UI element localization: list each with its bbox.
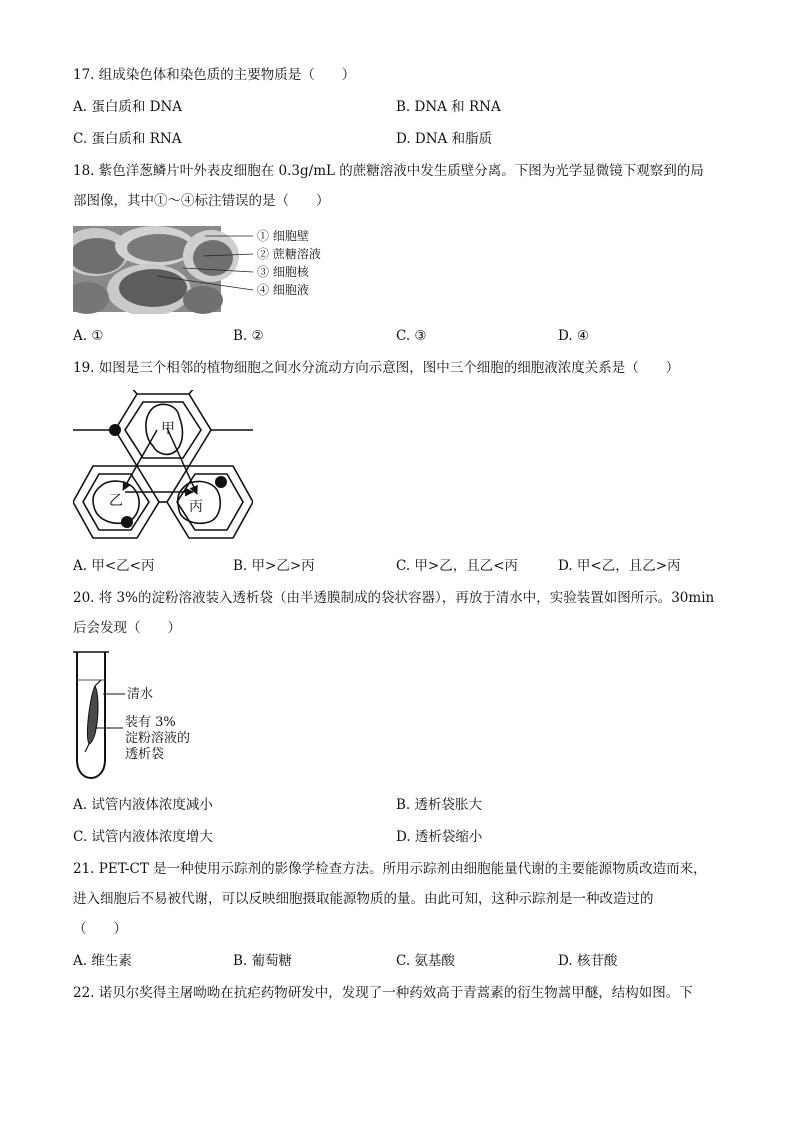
q21-stem-line2: 进入细胞后不易被代谢，可以反映细胞摄取能源物质的量。由此可知，这种示踪剂是一种改造过的	[73, 891, 654, 907]
q17-option-c: C. 蛋白质和 RNA	[73, 131, 182, 147]
q18-stem-line2: 部图像，其中①～④标注错误的是（ ）	[73, 193, 330, 209]
cells-svg	[73, 390, 253, 540]
cell-protoplast	[183, 286, 223, 314]
q18-option-b: B. ②	[233, 328, 264, 344]
cell-label-jia: 甲	[161, 421, 175, 437]
grid-line	[125, 390, 137, 394]
q19-option-b: B. 甲>乙>丙	[233, 558, 315, 574]
q20-label-bag-3: 透析袋	[125, 747, 165, 762]
q19-option-d: D. 甲<乙，且乙>丙	[558, 558, 681, 574]
q21-stem-line1: 21. PET-CT 是一种使用示踪剂的影像学检查方法。所用示踪剂由细胞能量代谢的主要能源物质改造而来，	[73, 861, 707, 877]
hex-cell-bing-outer	[167, 466, 253, 538]
q18-micrograph-figure	[73, 226, 333, 314]
grid-line	[189, 390, 201, 394]
q21-option-d: D. 核苷酸	[558, 953, 618, 969]
q17-option-a: A. 蛋白质和 DNA	[73, 99, 183, 115]
nucleus-jia	[109, 424, 121, 436]
q19-option-a: A. 甲<乙<丙	[73, 558, 155, 574]
q17-option-d: D. DNA 和脂质	[396, 131, 493, 147]
q21-option-b: B. 葡萄糖	[233, 953, 293, 969]
q20-label-water: 清水	[127, 687, 154, 702]
cell-label-yi: 乙	[109, 493, 123, 509]
q18-label-1: ① 细胞壁	[257, 229, 309, 243]
q21-option-a: A. 维生素	[73, 953, 132, 969]
q18-label-3: ③ 细胞核	[257, 265, 309, 279]
bag-tie-bottom	[85, 744, 89, 752]
q17-stem: 17. 组成染色体和染色质的主要物质是（ ）	[73, 67, 356, 83]
q20-option-d: D. 透析袋缩小	[396, 829, 483, 845]
nucleus-bing	[215, 476, 227, 488]
dialysis-bag	[88, 686, 99, 744]
q19-option-c: C. 甲>乙，且乙<丙	[396, 558, 519, 574]
q21-stem-line3: （ ）	[73, 921, 127, 937]
q18-stem-line1: 18. 紫色洋葱鳞片叶外表皮细胞在 0.3g/mL 的蔗糖溶液中发生质壁分离。下图为光学显微镜下观察到的局	[73, 163, 704, 179]
q22-stem-line1: 22. 诺贝尔奖得主屠呦呦在抗疟药物研发中，发现了一种药效高于青蒿素的衍生物蒿甲醚，结构如图。下	[73, 985, 693, 1001]
q19-cell-diagram	[73, 390, 253, 540]
q21-option-c: C. 氨基酸	[396, 953, 455, 969]
q18-option-d: D. ④	[558, 328, 590, 344]
q20-option-b: B. 透析袋胀大	[396, 797, 483, 813]
q20-option-a: A. 试管内液体浓度减小	[73, 797, 213, 813]
q19-stem: 19. 如图是三个相邻的植物细胞之间水分流动方向示意图，图中三个细胞的细胞液浓度关系是（ ）	[73, 360, 680, 376]
q20-label-bag-2: 淀粉溶液的	[125, 731, 191, 746]
q18-option-c: C. ③	[396, 328, 427, 344]
q20-stem-line2: 后会发现（ ）	[73, 620, 181, 636]
arrow-jia-to-yi	[123, 430, 157, 490]
q18-option-a: A. ①	[73, 328, 104, 344]
q18-label-4: ④ 细胞液	[257, 283, 309, 297]
q18-label-2: ② 蔗糖溶液	[257, 247, 321, 261]
nucleus-yi	[121, 516, 133, 528]
cell-protoplast	[119, 269, 187, 307]
q20-option-c: C. 试管内液体浓度增大	[73, 829, 213, 845]
q17-option-b: B. DNA 和 RNA	[396, 99, 501, 115]
q20-stem-line1: 20. 将 3%的淀粉溶液装入透析袋（由半透膜制成的袋状容器），再放于清水中，实验装置如图所示。30min	[73, 590, 715, 606]
q20-test-tube-figure	[73, 648, 213, 782]
cell-protoplast	[127, 234, 191, 262]
q20-label-bag-1: 装有 3%	[125, 715, 176, 730]
cell-label-bing: 丙	[189, 499, 203, 515]
bag-tie-top	[95, 680, 101, 686]
